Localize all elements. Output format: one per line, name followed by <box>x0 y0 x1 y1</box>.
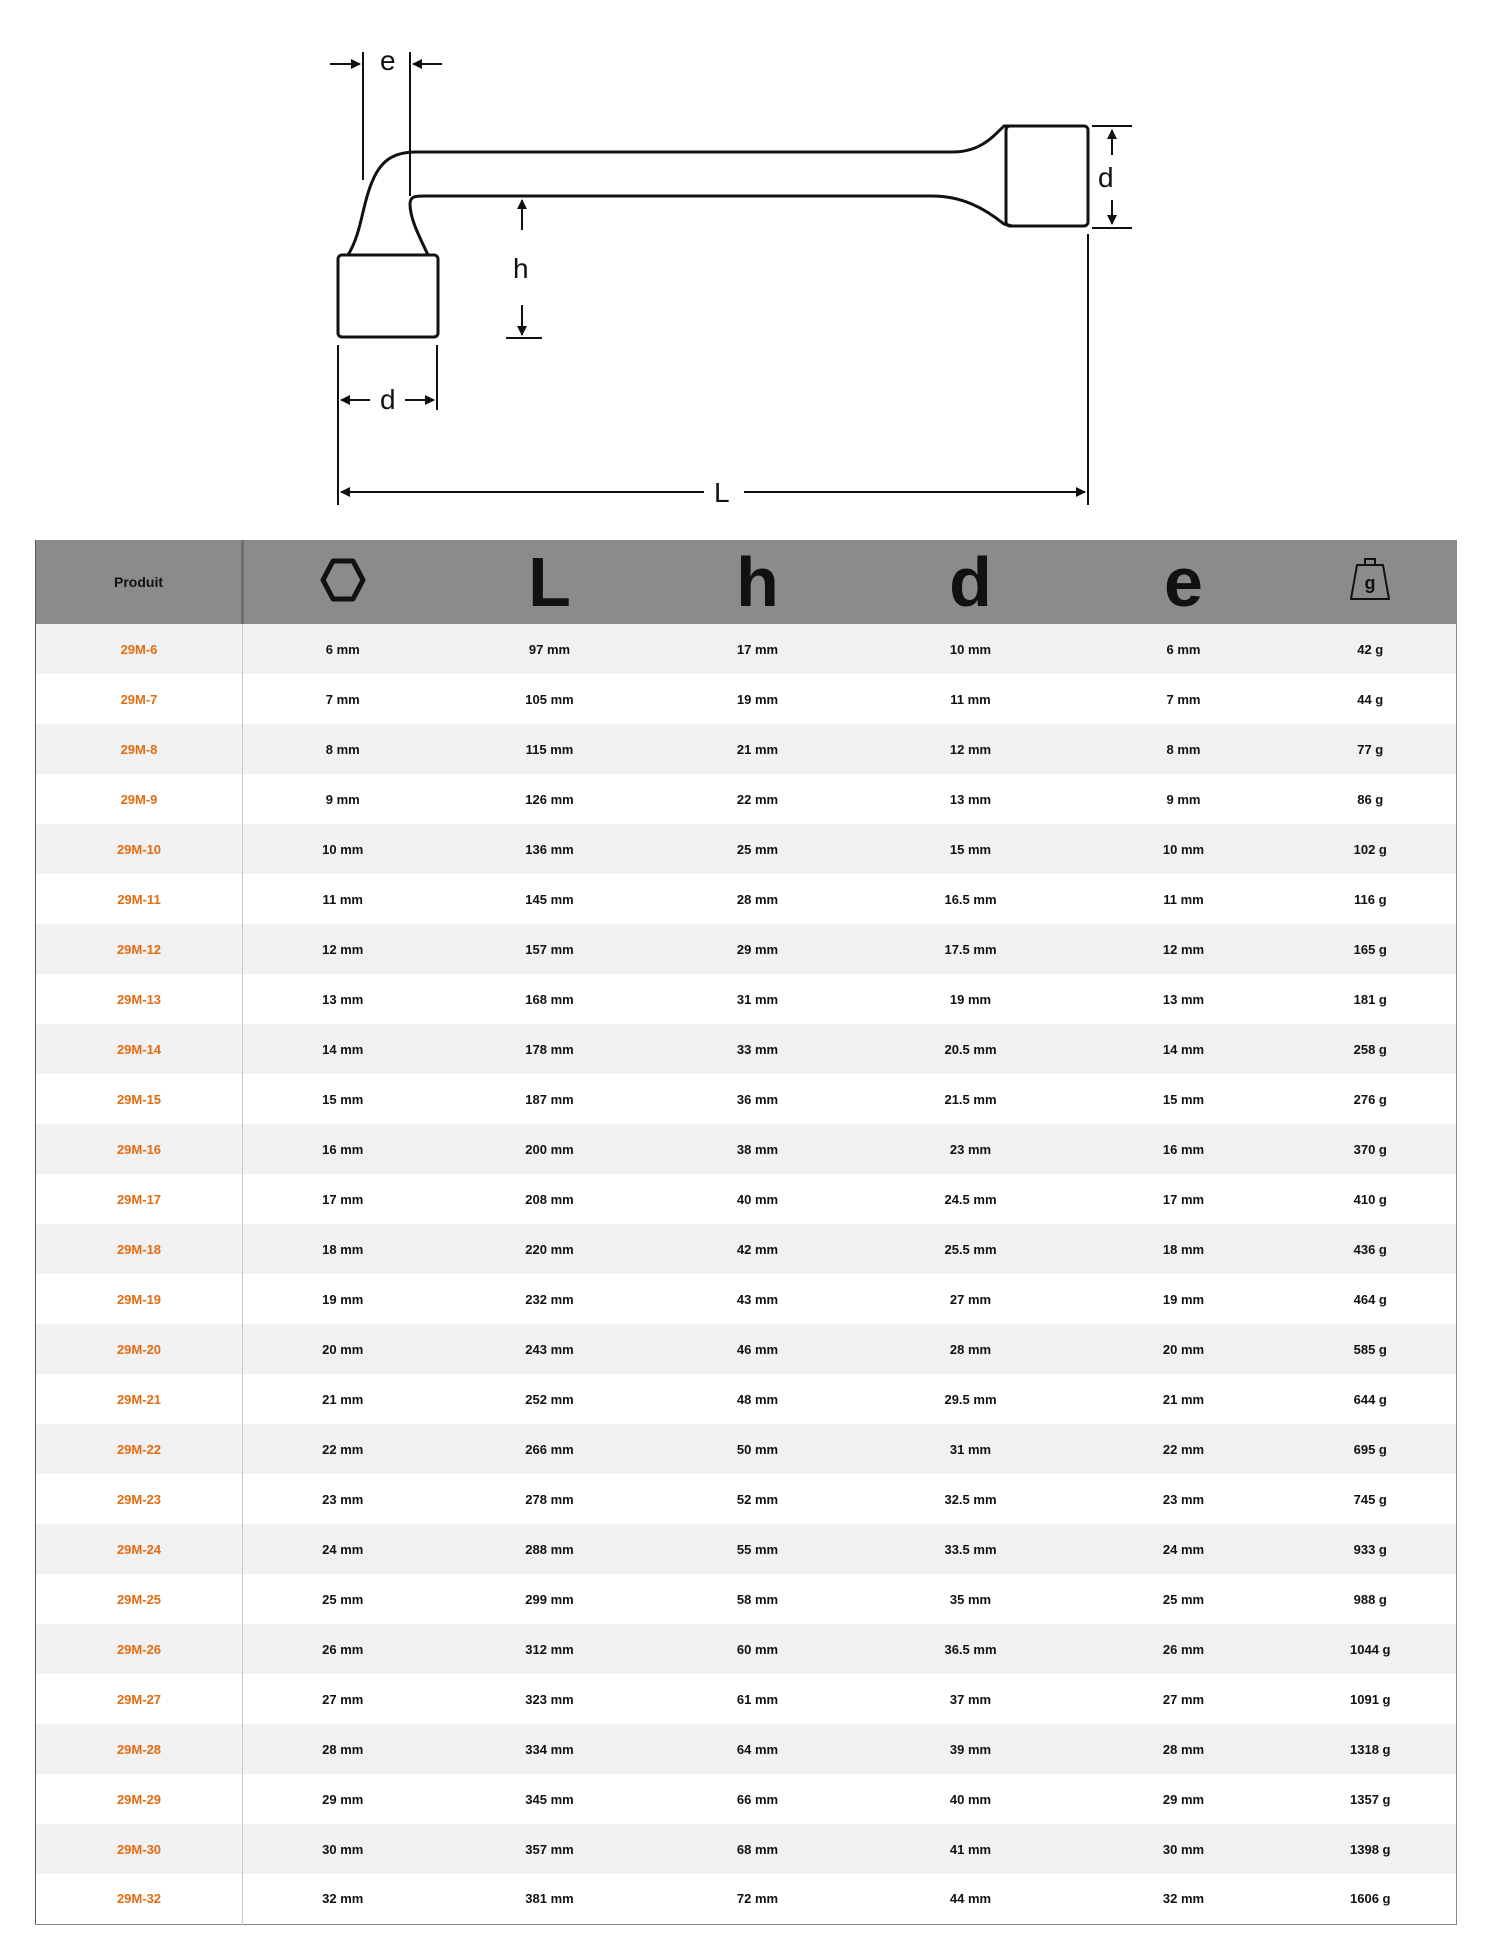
cell-h: 55 mm <box>736 1541 779 1557</box>
table-row <box>36 1374 1457 1424</box>
cell-h: 61 mm <box>736 1691 779 1707</box>
cell-size: 17 mm <box>322 1191 364 1207</box>
cell-d: 44 mm <box>949 1891 992 1907</box>
table-row <box>36 1024 1457 1074</box>
cell-l: 299 mm <box>525 1591 574 1607</box>
cell-h: 58 mm <box>736 1591 779 1607</box>
cell-h: 50 mm <box>736 1441 779 1457</box>
cell-e: 32 mm <box>1162 1891 1205 1907</box>
cell-size: 6 mm <box>325 641 360 657</box>
cell-product: 29M-8 <box>36 724 243 774</box>
cell-d: 20.5 mm <box>944 1041 997 1057</box>
cell-product: 29M-27 <box>36 1674 243 1724</box>
cell-e: 30 mm <box>1162 1841 1205 1857</box>
table-row <box>36 874 1457 924</box>
cell-product: 29M-17 <box>36 1174 243 1224</box>
cell-l: 157 mm <box>525 941 574 957</box>
cell-size: 7 mm <box>325 691 360 707</box>
cell-d: 19 mm <box>949 991 992 1007</box>
cell-d: 28 mm <box>949 1341 992 1357</box>
cell-product: 29M-15 <box>36 1074 243 1124</box>
cell-h: 22 mm <box>736 791 779 807</box>
svg-text:g: g <box>1364 572 1376 593</box>
cell-d: 13 mm <box>949 791 992 807</box>
cell-e: 20 mm <box>1162 1341 1205 1357</box>
header-size <box>243 540 443 624</box>
table-row <box>36 1324 1457 1374</box>
label-d-right: d <box>1098 162 1114 193</box>
cell-l: 278 mm <box>525 1491 574 1507</box>
cell-d: 32.5 mm <box>944 1491 997 1507</box>
cell-product: 29M-12 <box>36 924 243 974</box>
label-e: e <box>380 45 396 76</box>
cell-h: 40 mm <box>736 1191 779 1207</box>
cell-d: 40 mm <box>949 1791 992 1807</box>
wrench-shaft <box>348 126 1012 255</box>
table-row <box>36 1824 1457 1874</box>
cell-size: 27 mm <box>322 1691 364 1707</box>
cell-size: 32 mm <box>322 1891 364 1907</box>
cell-e: 15 mm <box>1162 1091 1205 1107</box>
header-diameter: d <box>949 543 992 621</box>
cell-d: 33.5 mm <box>944 1541 997 1557</box>
cell-weight: 745 g <box>1353 1491 1387 1507</box>
cell-h: 46 mm <box>736 1341 779 1357</box>
cell-h: 42 mm <box>736 1241 779 1257</box>
cell-l: 381 mm <box>525 1891 574 1907</box>
cell-weight: 181 g <box>1353 991 1387 1007</box>
table-row <box>36 824 1457 874</box>
cell-e: 28 mm <box>1162 1741 1205 1757</box>
label-h: h <box>513 253 529 284</box>
cell-e: 19 mm <box>1162 1291 1205 1307</box>
cell-weight: 436 g <box>1353 1241 1387 1257</box>
cell-product: 29M-23 <box>36 1474 243 1524</box>
cell-size: 11 mm <box>322 891 363 907</box>
cell-weight: 410 g <box>1353 1191 1387 1207</box>
cell-size: 25 mm <box>322 1591 364 1607</box>
cell-l: 312 mm <box>525 1641 574 1657</box>
cell-size: 10 mm <box>322 841 364 857</box>
cell-product: 29M-13 <box>36 974 243 1024</box>
cell-d: 17.5 mm <box>944 941 997 957</box>
cell-e: 13 mm <box>1162 991 1205 1007</box>
table-row <box>36 1724 1457 1774</box>
cell-size: 16 mm <box>322 1141 364 1157</box>
cell-h: 28 mm <box>736 891 779 907</box>
cell-product: 29M-7 <box>36 674 243 724</box>
cell-weight: 464 g <box>1353 1291 1387 1307</box>
cell-e: 25 mm <box>1162 1591 1205 1607</box>
cell-h: 17 mm <box>736 641 779 657</box>
cell-h: 72 mm <box>736 1891 779 1907</box>
cell-product: 29M-28 <box>36 1724 243 1774</box>
cell-l: 220 mm <box>525 1241 574 1257</box>
table-row <box>36 1074 1457 1124</box>
cell-size: 26 mm <box>322 1641 364 1657</box>
cell-d: 11 mm <box>950 691 991 707</box>
cell-e: 12 mm <box>1162 941 1205 957</box>
cell-size: 15 mm <box>322 1091 364 1107</box>
cell-weight: 44 g <box>1357 691 1384 707</box>
cell-e: 11 mm <box>1163 891 1204 907</box>
cell-h: 33 mm <box>736 1041 779 1057</box>
cell-product: 29M-6 <box>36 624 243 674</box>
cell-e: 23 mm <box>1162 1491 1205 1507</box>
cell-l: 168 mm <box>525 991 574 1007</box>
cell-l: 187 mm <box>525 1091 574 1107</box>
cell-weight: 42 g <box>1357 641 1384 657</box>
cell-size: 29 mm <box>322 1791 364 1807</box>
cell-d: 41 mm <box>949 1841 992 1857</box>
weight-icon <box>1347 557 1393 603</box>
cell-weight: 165 g <box>1353 941 1387 957</box>
cell-d: 35 mm <box>949 1591 992 1607</box>
cell-e: 26 mm <box>1162 1641 1205 1657</box>
table-row <box>36 1524 1457 1574</box>
cell-weight: 370 g <box>1353 1141 1387 1157</box>
cell-weight: 77 g <box>1357 741 1384 757</box>
cell-size: 28 mm <box>322 1741 364 1757</box>
header-height: h <box>736 543 779 621</box>
cell-weight: 695 g <box>1353 1441 1387 1457</box>
cell-product: 29M-25 <box>36 1574 243 1624</box>
table-row <box>36 1124 1457 1174</box>
hexagon-icon <box>319 556 367 604</box>
cell-h: 66 mm <box>736 1791 779 1807</box>
cell-d: 27 mm <box>949 1291 992 1307</box>
cell-weight: 1398 g <box>1350 1841 1391 1857</box>
cell-product: 29M-21 <box>36 1374 243 1424</box>
cell-h: 38 mm <box>736 1141 779 1157</box>
cell-l: 136 mm <box>525 841 574 857</box>
cell-l: 145 mm <box>525 891 574 907</box>
cell-e: 9 mm <box>1166 791 1201 807</box>
table-row <box>36 624 1457 674</box>
header-product: Produit <box>36 540 243 624</box>
cell-weight: 102 g <box>1353 841 1387 857</box>
cell-weight: 1357 g <box>1350 1791 1391 1807</box>
cell-d: 21.5 mm <box>944 1091 997 1107</box>
cell-product: 29M-30 <box>36 1824 243 1874</box>
cell-l: 126 mm <box>525 791 574 807</box>
table-row <box>36 1774 1457 1824</box>
cell-weight: 585 g <box>1353 1341 1387 1357</box>
cell-l: 288 mm <box>525 1541 574 1557</box>
cell-weight: 116 g <box>1353 891 1387 907</box>
table-row <box>36 1574 1457 1624</box>
cell-h: 43 mm <box>736 1291 779 1307</box>
cell-d: 25.5 mm <box>944 1241 997 1257</box>
cell-size: 12 mm <box>322 941 364 957</box>
cell-l: 115 mm <box>525 741 574 757</box>
cell-e: 24 mm <box>1162 1541 1205 1557</box>
cell-e: 27 mm <box>1162 1691 1205 1707</box>
cell-size: 8 mm <box>325 741 360 757</box>
cell-product: 29M-11 <box>36 874 243 924</box>
cell-d: 36.5 mm <box>944 1641 997 1657</box>
table-header-row <box>36 540 1457 624</box>
cell-size: 23 mm <box>322 1491 364 1507</box>
cell-product: 29M-16 <box>36 1124 243 1174</box>
cell-e: 6 mm <box>1166 641 1201 657</box>
cell-l: 334 mm <box>525 1741 574 1757</box>
cell-e: 21 mm <box>1162 1391 1205 1407</box>
cell-d: 31 mm <box>949 1441 992 1457</box>
cell-h: 48 mm <box>736 1391 779 1407</box>
cell-d: 39 mm <box>949 1741 992 1757</box>
specification-table <box>35 540 1457 1925</box>
cell-weight: 276 g <box>1353 1091 1387 1107</box>
cell-product: 29M-20 <box>36 1324 243 1374</box>
cell-l: 323 mm <box>525 1691 574 1707</box>
cell-product: 29M-9 <box>36 774 243 824</box>
cell-h: 31 mm <box>736 991 779 1007</box>
table-row <box>36 1624 1457 1674</box>
cell-product: 29M-18 <box>36 1224 243 1274</box>
cell-weight: 258 g <box>1353 1041 1387 1057</box>
cell-product: 29M-19 <box>36 1274 243 1324</box>
cell-d: 16.5 mm <box>944 891 997 907</box>
cell-size: 9 mm <box>325 791 360 807</box>
table-row <box>36 1174 1457 1224</box>
cell-l: 266 mm <box>525 1441 574 1457</box>
cell-size: 14 mm <box>322 1041 364 1057</box>
cell-size: 24 mm <box>322 1541 364 1557</box>
cell-e: 7 mm <box>1166 691 1201 707</box>
cell-l: 252 mm <box>525 1391 574 1407</box>
cell-l: 97 mm <box>528 641 571 657</box>
right-socket-head <box>1006 126 1088 226</box>
cell-h: 52 mm <box>736 1491 779 1507</box>
cell-h: 36 mm <box>736 1091 779 1107</box>
cell-d: 10 mm <box>949 641 992 657</box>
cell-e: 14 mm <box>1162 1041 1205 1057</box>
cell-weight: 1318 g <box>1350 1741 1391 1757</box>
table-row <box>36 674 1457 724</box>
cell-l: 243 mm <box>525 1341 574 1357</box>
cell-weight: 1091 g <box>1350 1691 1391 1707</box>
cell-h: 60 mm <box>736 1641 779 1657</box>
cell-weight: 1606 g <box>1350 1891 1391 1907</box>
cell-weight: 86 g <box>1357 791 1384 807</box>
cell-l: 345 mm <box>525 1791 574 1807</box>
cell-size: 13 mm <box>322 991 364 1007</box>
wrench-dimension-diagram <box>0 0 1491 520</box>
cell-product: 29M-26 <box>36 1624 243 1674</box>
cell-product: 29M-32 <box>36 1874 243 1924</box>
table-row <box>36 924 1457 974</box>
header-offset: e <box>1164 543 1203 621</box>
table-row <box>36 1474 1457 1524</box>
cell-e: 29 mm <box>1162 1791 1205 1807</box>
cell-weight: 988 g <box>1353 1591 1387 1607</box>
cell-weight: 1044 g <box>1350 1641 1391 1657</box>
cell-product: 29M-29 <box>36 1774 243 1824</box>
cell-e: 17 mm <box>1162 1191 1205 1207</box>
cell-e: 18 mm <box>1162 1241 1205 1257</box>
cell-e: 22 mm <box>1162 1441 1205 1457</box>
left-socket-head <box>338 255 438 337</box>
cell-h: 64 mm <box>736 1741 779 1757</box>
cell-h: 19 mm <box>736 691 779 707</box>
cell-product: 29M-22 <box>36 1424 243 1474</box>
cell-d: 29.5 mm <box>944 1391 997 1407</box>
cell-weight: 644 g <box>1353 1391 1387 1407</box>
cell-size: 18 mm <box>322 1241 364 1257</box>
cell-product: 29M-10 <box>36 824 243 874</box>
cell-d: 15 mm <box>949 841 992 857</box>
cell-d: 37 mm <box>949 1691 992 1707</box>
table-row <box>36 1274 1457 1324</box>
cell-d: 23 mm <box>949 1141 992 1157</box>
cell-weight: 933 g <box>1353 1541 1387 1557</box>
cell-l: 200 mm <box>525 1141 574 1157</box>
cell-h: 29 mm <box>736 941 779 957</box>
cell-e: 16 mm <box>1162 1141 1205 1157</box>
table-row <box>36 724 1457 774</box>
header-weight <box>1285 540 1457 624</box>
cell-h: 25 mm <box>736 841 779 857</box>
cell-l: 208 mm <box>525 1191 574 1207</box>
cell-product: 29M-24 <box>36 1524 243 1574</box>
cell-l: 232 mm <box>525 1291 574 1307</box>
table-row <box>36 1424 1457 1474</box>
cell-h: 21 mm <box>736 741 779 757</box>
cell-product: 29M-14 <box>36 1024 243 1074</box>
table-row <box>36 1874 1457 1924</box>
cell-size: 20 mm <box>322 1341 364 1357</box>
cell-size: 30 mm <box>322 1841 364 1857</box>
cell-size: 22 mm <box>322 1441 364 1457</box>
cell-size: 21 mm <box>322 1391 364 1407</box>
header-length: L <box>528 543 571 621</box>
table-row <box>36 974 1457 1024</box>
table-row <box>36 1674 1457 1724</box>
cell-l: 105 mm <box>525 691 574 707</box>
label-d-bottom: d <box>380 384 396 415</box>
cell-h: 68 mm <box>736 1841 779 1857</box>
cell-d: 12 mm <box>949 741 992 757</box>
cell-l: 357 mm <box>525 1841 574 1857</box>
table-row <box>36 774 1457 824</box>
table-row <box>36 1224 1457 1274</box>
cell-e: 10 mm <box>1162 841 1205 857</box>
cell-l: 178 mm <box>525 1041 574 1057</box>
cell-size: 19 mm <box>322 1291 364 1307</box>
label-L: L <box>714 477 730 508</box>
cell-d: 24.5 mm <box>944 1191 997 1207</box>
cell-e: 8 mm <box>1166 741 1201 757</box>
